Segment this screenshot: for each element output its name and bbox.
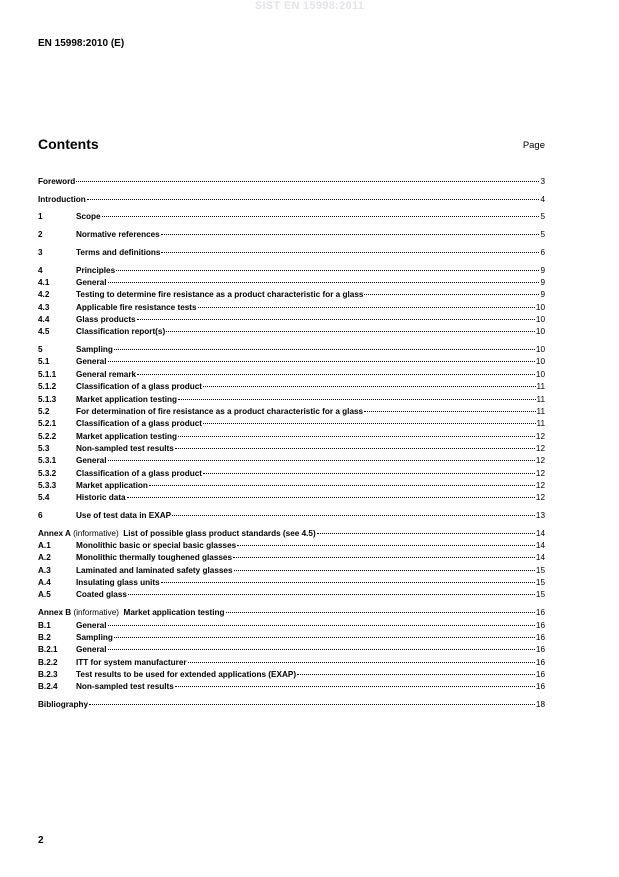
toc-entry-number: 4.3 (38, 302, 50, 312)
toc-entry[interactable] (38, 552, 545, 564)
dot-leader (127, 497, 535, 498)
toc-entry-number: 5.3.1 (38, 456, 57, 466)
toc-entry-page: 16 (535, 657, 545, 667)
toc-entry-page: 15 (535, 590, 545, 600)
toc-entry-title: Market application testing (76, 431, 177, 441)
toc-entry[interactable] (38, 289, 545, 301)
toc-entry-number: 5.3.3 (38, 480, 57, 490)
toc-entry-page: 16 (535, 682, 545, 692)
toc-entry[interactable] (38, 443, 545, 455)
toc-entry-number: 4.4 (38, 315, 50, 325)
dot-leader (161, 234, 540, 235)
toc-entry-page: 16 (535, 645, 545, 655)
dot-leader (108, 625, 535, 626)
dot-leader (198, 307, 535, 308)
toc-entry-page: 9 (540, 265, 545, 275)
document-id: EN 15998:2010 (E) (38, 38, 125, 49)
toc-entry-page: 14 (535, 541, 545, 551)
annex-title: List of possible glass product standards (see 4.5) (123, 528, 316, 538)
toc-entry-number: 5.1 (38, 357, 50, 367)
toc-entry[interactable] (38, 455, 545, 467)
dot-leader (161, 582, 535, 583)
toc-entry-title: Use of test data in EXAP (76, 510, 172, 520)
page-column-label: Page (522, 140, 545, 151)
toc-entry[interactable] (38, 607, 545, 619)
toc-entry-title: Classification of a glass product (76, 419, 203, 429)
toc-entry-page: 13 (535, 510, 545, 520)
dot-leader (364, 411, 535, 412)
toc-entry-title: Principles (76, 265, 116, 275)
toc-entry-title: Sampling (76, 345, 113, 355)
toc-entry-number: 5.1.1 (38, 369, 57, 379)
toc-entry-page: 16 (535, 632, 545, 642)
toc-entry-number: A.5 (38, 590, 51, 600)
toc-entry-number: 6 (38, 510, 43, 520)
toc-entry-page: 6 (540, 247, 545, 257)
toc-entry-number: B.2.3 (38, 669, 58, 679)
dot-leader (76, 181, 539, 182)
toc-entry-page: 9 (540, 278, 545, 288)
toc-entry[interactable] (38, 229, 545, 241)
toc-entry-title: Applicable fire resistance tests (76, 302, 197, 312)
toc-entry-page: 18 (535, 699, 545, 709)
dot-leader (297, 674, 535, 675)
toc-entry-title: Historic data (76, 493, 126, 503)
toc-entry-number: 3 (38, 247, 43, 257)
toc-entry-page: 10 (535, 327, 545, 337)
dot-leader (114, 349, 535, 350)
toc-entry[interactable] (38, 277, 545, 289)
toc-entry-number: A.4 (38, 578, 51, 588)
dot-leader (161, 252, 539, 253)
toc-entry[interactable] (38, 406, 545, 418)
toc-entry[interactable] (38, 510, 545, 522)
dot-leader (175, 686, 535, 687)
toc-entry[interactable] (38, 528, 545, 540)
toc-entry-page: 10 (535, 302, 545, 312)
toc-entry[interactable] (38, 699, 545, 711)
toc-entry-number: 4 (38, 265, 43, 275)
toc-entry[interactable] (38, 211, 545, 223)
toc-entry-page: 9 (540, 290, 545, 300)
dot-leader (178, 436, 535, 437)
toc-entry-page: 5 (540, 230, 545, 240)
toc-entry-number: 4.5 (38, 327, 50, 337)
toc-entry[interactable] (38, 356, 545, 368)
toc-entry[interactable] (38, 302, 545, 314)
toc-entry-page: 11 (536, 406, 545, 416)
toc-entry-number: 5 (38, 345, 43, 355)
toc-entry-number: 5.1.2 (38, 382, 57, 392)
toc-entry-title (38, 607, 225, 619)
dot-leader (89, 704, 535, 705)
dot-leader (233, 557, 535, 558)
toc-entry[interactable] (38, 194, 545, 206)
toc-entry-title: General (76, 456, 107, 466)
dot-leader (203, 423, 535, 424)
dot-leader (317, 533, 535, 534)
toc-entry-title: Market application testing (76, 394, 177, 404)
toc-entry-number: 5.1.3 (38, 394, 57, 404)
annex-type: (informative) (70, 528, 124, 538)
table-of-contents (38, 176, 545, 711)
toc-entry[interactable] (38, 657, 545, 669)
toc-entry-page: 15 (535, 565, 545, 575)
toc-entry-page: 5 (540, 212, 545, 222)
toc-entry-title: Coated glass (76, 590, 127, 600)
toc-entry-title: Classification of a glass product (76, 468, 203, 478)
dot-leader (108, 361, 535, 362)
toc-entry-page: 16 (535, 608, 545, 618)
toc-entry-number: 2 (38, 230, 43, 240)
annex-title: Market application testing (123, 608, 225, 618)
annex-type: (informative) (71, 608, 124, 618)
toc-entry[interactable] (38, 565, 545, 577)
dot-leader (102, 216, 540, 217)
toc-entry-number: B.1 (38, 620, 51, 630)
toc-entry-title: Non-sampled test results (76, 443, 174, 453)
toc-entry-page: 16 (535, 669, 545, 679)
toc-entry-number: 5.2.1 (38, 419, 57, 429)
toc-entry-number: B.2.1 (38, 645, 58, 655)
toc-entry[interactable] (38, 480, 545, 492)
contents-heading: Contents (38, 136, 99, 152)
toc-entry[interactable] (38, 369, 545, 381)
dot-leader (226, 612, 535, 613)
watermark-text: SIST EN 15998:2011 (254, 0, 365, 12)
toc-entry-page: 4 (540, 194, 545, 204)
toc-entry-page: 12 (535, 443, 545, 453)
dot-leader (108, 649, 535, 650)
toc-entry[interactable] (38, 468, 545, 480)
toc-entry-page: 15 (535, 578, 545, 588)
dot-leader (172, 515, 535, 516)
toc-entry[interactable] (38, 326, 545, 338)
toc-entry-number: 5.4 (38, 493, 50, 503)
toc-entry[interactable] (38, 681, 545, 693)
annex-label: Annex A (38, 528, 71, 538)
toc-entry-number: B.2.4 (38, 682, 58, 692)
toc-entry-page: 14 (535, 553, 545, 563)
toc-entry[interactable] (38, 540, 545, 552)
toc-entry[interactable] (38, 669, 545, 681)
dot-leader (108, 460, 535, 461)
toc-entry-title: Normative references (76, 230, 160, 240)
dot-leader (149, 485, 535, 486)
toc-entry[interactable] (38, 492, 545, 504)
toc-entry-number: 5.3 (38, 443, 50, 453)
toc-entry-title: Terms and definitions (76, 247, 161, 257)
dot-leader (203, 386, 535, 387)
toc-entry-title: General (76, 278, 107, 288)
dot-leader (203, 473, 535, 474)
toc-entry-number: B.2 (38, 632, 51, 642)
toc-entry-number: 4.1 (38, 278, 50, 288)
toc-entry-number: 5.3.2 (38, 468, 57, 478)
toc-entry-number: 5.2.2 (38, 431, 57, 441)
toc-entry-page: 11 (536, 419, 545, 429)
toc-entry-page: 12 (535, 480, 545, 490)
toc-entry-title: Market application (76, 480, 148, 490)
toc-entry-title: Bibliography (38, 699, 89, 709)
toc-entry-title: Monolithic thermally toughened glasses (76, 553, 233, 563)
toc-entry[interactable] (38, 394, 545, 406)
toc-entry-title: Insulating glass units (76, 578, 160, 588)
toc-entry[interactable] (38, 247, 545, 259)
dot-leader (114, 637, 535, 638)
toc-entry[interactable] (38, 418, 545, 430)
toc-entry-title: Non-sampled test results (76, 682, 174, 692)
toc-entry-page: 12 (535, 431, 545, 441)
dot-leader (364, 294, 539, 295)
toc-entry[interactable] (38, 314, 545, 326)
toc-entry-page: 12 (535, 468, 545, 478)
toc-entry-title: Test results to be used for extended applications (EXAP) (76, 669, 297, 679)
dot-leader (178, 399, 536, 400)
page-number: 2 (38, 835, 44, 846)
toc-entry-title: Testing to determine fire resistance as a product characteristic for a glass (76, 290, 364, 300)
toc-entry[interactable] (38, 381, 545, 393)
toc-entry-title: General (76, 357, 107, 367)
toc-entry-page: 10 (535, 315, 545, 325)
toc-entry-page: 3 (540, 177, 545, 186)
toc-entry-title: ITT for system manufacturer (76, 657, 187, 667)
toc-entry-title: Laminated and laminated safety glasses (76, 565, 233, 575)
toc-entry-number: 4.2 (38, 290, 50, 300)
dot-leader (188, 662, 535, 663)
toc-entry-title: Monolithic basic or special basic glasses (76, 541, 237, 551)
toc-entry-page: 12 (535, 493, 545, 503)
toc-entry-number: 1 (38, 212, 43, 222)
toc-entry[interactable] (38, 265, 545, 277)
toc-entry-title: Classification report(s) (76, 327, 166, 337)
toc-entry-title: General (76, 645, 107, 655)
toc-entry-number: A.2 (38, 553, 51, 563)
dot-leader (137, 319, 535, 320)
dot-leader (166, 331, 535, 332)
toc-entry[interactable] (38, 431, 545, 443)
toc-entry-title: Scope (76, 212, 101, 222)
toc-entry-title: General (76, 620, 107, 630)
toc-entry[interactable] (38, 176, 545, 188)
toc-entry-title: General remark (76, 369, 137, 379)
dot-leader (234, 570, 535, 571)
toc-entry-number: 5.2 (38, 406, 50, 416)
dot-leader (175, 448, 535, 449)
toc-entry-number: B.2.2 (38, 657, 58, 667)
toc-entry[interactable] (38, 589, 545, 601)
toc-entry-page: 12 (535, 456, 545, 466)
toc-entry-page: 16 (535, 620, 545, 630)
toc-entry-title: Introduction (38, 194, 86, 204)
toc-entry-title: Sampling (76, 632, 113, 642)
toc-entry-number: A.1 (38, 541, 51, 551)
dot-leader (116, 270, 539, 271)
dot-leader (137, 374, 535, 375)
dot-leader (237, 545, 535, 546)
toc-entry-title: For determination of fire resistance as a product characteristic for a glass (76, 406, 364, 416)
annex-label: Annex B (38, 608, 72, 618)
toc-entry-page: 14 (535, 528, 545, 538)
toc-entry-title: Glass products (76, 315, 136, 325)
toc-entry[interactable] (38, 344, 545, 356)
dot-leader (108, 282, 540, 283)
toc-entry-number: A.3 (38, 565, 51, 575)
toc-entry-title: Classification of a glass product (76, 382, 203, 392)
toc-entry-title: Foreword (38, 177, 76, 186)
toc-entry-page: 10 (535, 345, 545, 355)
toc-entry-page: 10 (535, 357, 545, 367)
toc-entry[interactable] (38, 577, 545, 589)
toc-entry-title (38, 528, 316, 540)
toc-entry[interactable] (38, 632, 545, 644)
toc-entry[interactable] (38, 620, 545, 632)
dot-leader (87, 199, 540, 200)
toc-entry-page: 10 (535, 369, 545, 379)
toc-entry-page: 11 (536, 394, 545, 404)
toc-entry[interactable] (38, 644, 545, 656)
toc-entry-page: 11 (536, 382, 545, 392)
dot-leader (128, 594, 535, 595)
